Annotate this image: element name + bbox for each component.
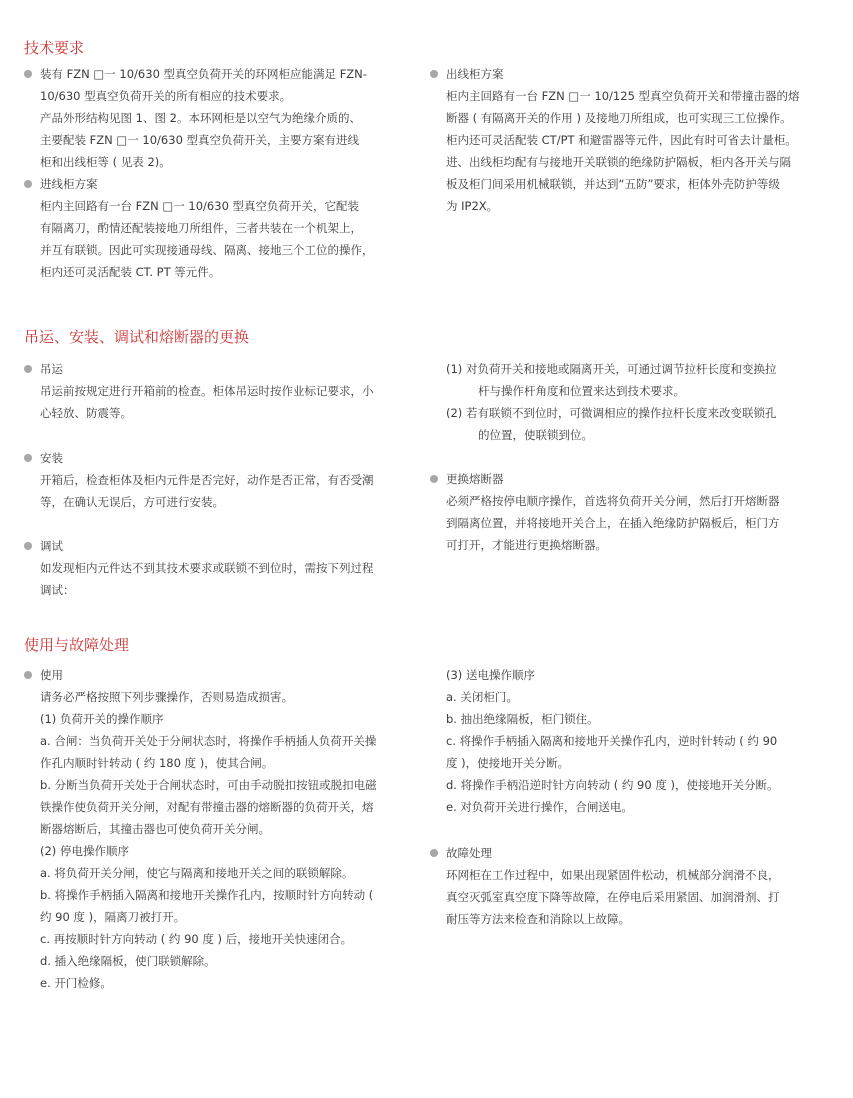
body-line: 真空灭弧室真空度下降等故障，在停电后采用紧固、加润滑剂、打: [446, 890, 780, 904]
bullet-dot-icon: [24, 365, 32, 373]
body-line: 作孔内顺时针转动 ( 约 180 度 )，使其合闸。: [40, 756, 274, 770]
body-line: (2) 停电操作顺序: [40, 844, 129, 858]
section-heading-transport-install: 吊运、安装、调试和熔断器的更换: [24, 328, 250, 346]
body-line: 产品外形结构见图 1、图 2。本环网柜是以空气为绝缘介质的、: [40, 111, 361, 125]
commissioning-steps: [430, 358, 776, 446]
body-line: e. 对负荷开关进行操作，合闸送电。: [446, 800, 633, 814]
bullet-dot-icon: [24, 70, 32, 78]
body-line: 板及柜门间采用机械联锁，并达到“五防”要求，柜体外壳防护等级: [446, 177, 780, 191]
body-line: a. 合闸：当负荷开关处于分闸状态时，将操作手柄插人负荷开关操: [40, 734, 377, 748]
body-line: 进、出线柜均配有与接地开关联锁的绝缘防护隔板，柜内各开关与隔: [446, 155, 791, 169]
body-line: a. 将负荷开关分闸，使它与隔离和接地开关之间的联锁解除。: [40, 866, 354, 880]
body-line: 铁操作使负荷开关分闸，对配有带撞击器的熔断器的负荷开关，熔: [40, 800, 374, 814]
bullet-block-lifting: [24, 358, 374, 424]
bullet-block-commissioning: [24, 535, 374, 601]
body-line: 开箱后，检查柜体及柜内元件是否完好，动作是否正常，有否受潮: [40, 473, 374, 487]
bullet-title: 使用: [24, 664, 377, 686]
body-line: (2) 若有联锁不到位时，可微调相应的操作拉杆长度来改变联锁孔: [446, 406, 777, 420]
body-line: e. 开门检修。: [40, 976, 112, 990]
body-line: d. 将操作手柄沿逆时针方向转动 ( 约 90 度 )，使接地开关分断。: [446, 778, 779, 792]
section-heading-tech-requirements: 技术要求: [24, 39, 85, 57]
body-line: 柜内主回路有一台 FZN □一 10/630 型真空负荷开关，它配装: [40, 199, 360, 213]
body-line: 柜内还可灵活配装 CT/PT 和避雷器等元件，因此有时可省去计量柜。: [446, 133, 797, 147]
bullet-title: 更换熔断器: [430, 468, 780, 490]
body-line: 环网柜在工作过程中，如果出现紧固件松动，机械部分润滑不良，: [446, 868, 780, 882]
bullet-dot-icon: [24, 542, 32, 550]
body-line: b. 抽出绝缘隔板，柜门锁住。: [446, 712, 599, 726]
body-line: 断器熔断后，其撞击器也可使负荷开关分闸。: [40, 822, 270, 836]
bullet-block-requirements: [24, 63, 367, 173]
bullet-dot-icon: [430, 70, 438, 78]
bullet-dot-icon: [430, 475, 438, 483]
body-line: 等，在确认无误后，方可进行安装。: [40, 495, 224, 509]
bullet-title: 装有 FZN □一 10/630 型真空负荷开关的环网柜应能满足 FZN-: [24, 63, 367, 85]
body-line: 吊运前按规定进行开箱前的检查。柜体吊运时按作业标记要求，小: [40, 384, 374, 398]
bullet-dot-icon: [24, 180, 32, 188]
body-line: 有隔离刀，酌情还配装接地刀所组件，三者共装在一个机架上，: [40, 221, 362, 235]
body-line: 柜和出线柜等 ( 见表 2)。: [40, 155, 171, 169]
bullet-block-fuse-replacement: [430, 468, 780, 556]
bullet-block-troubleshooting: [430, 842, 780, 930]
body-line: 断器 ( 有隔离开关的作用 ) 及接地刀所组成，也可实现三工位操作。: [446, 111, 792, 125]
body-line: 10/630 型真空负荷开关的所有相应的技术要求。: [40, 89, 292, 103]
power-on-sequence: [430, 664, 779, 818]
body-line: c. 将操作手柄插入隔离和接地开关操作孔内，逆时针转动 ( 约 90: [446, 734, 778, 748]
body-line: 耐压等方法来检查和消除以上故障。: [446, 912, 630, 926]
body-line: (1) 负荷开关的操作顺序: [40, 712, 164, 726]
body-line: 请务必严格按照下列步骤操作，否则易造成损害。: [40, 690, 293, 704]
body-line: b. 将操作手柄插入隔离和接地开关操作孔内，按顺时针方向转动 (: [40, 888, 374, 902]
body-line: 杆与操作杆角度和位置来达到技术要求。: [478, 384, 685, 398]
body-line: 度 )，使接地开关分断。: [446, 756, 570, 770]
body-line: (3) 送电操作顺序: [446, 668, 535, 682]
body-line: 到隔离位置，并将接地开关合上，在插入绝缘防护隔板后，柜门方: [446, 516, 780, 530]
bullet-title: 故障处理: [430, 842, 780, 864]
bullet-block-usage: [24, 664, 377, 994]
bullet-title: 进线柜方案: [24, 173, 374, 195]
bullet-title: 吊运: [24, 358, 374, 380]
bullet-title: 调试: [24, 535, 374, 557]
bullet-dot-icon: [430, 849, 438, 857]
body-line: 柜内主回路有一台 FZN □一 10/125 型真空负荷开关和带撞击器的熔: [446, 89, 800, 103]
bullet-dot-icon: [24, 454, 32, 462]
bullet-title: 安装: [24, 447, 374, 469]
body-line: 心轻放、防震等。: [40, 406, 132, 420]
body-line: 如发现柜内元件达不到其技术要求或联锁不到位时，需按下列过程: [40, 561, 374, 575]
bullet-block-installation: [24, 447, 374, 513]
bullet-block-outgoing-cabinet: [430, 63, 800, 217]
bullet-block-incoming-cabinet: [24, 173, 374, 283]
body-line: b. 分断当负荷开关处于合闸状态时，可由手动脱扣按钮或脱扣电磁: [40, 778, 377, 792]
body-line: 为 IP2X。: [446, 199, 499, 213]
body-line: 的位置，使联锁到位。: [478, 428, 593, 442]
body-line: 调试：: [40, 583, 75, 597]
body-line: 并互有联锁。因此可实现接通母线、隔离、接地三个工位的操作，: [40, 243, 374, 257]
section-heading-usage-troubleshooting: 使用与故障处理: [24, 636, 130, 654]
body-line: a. 关闭柜门。: [446, 690, 518, 704]
body-line: d. 插入绝缘隔板，使门联锁解除。: [40, 954, 216, 968]
body-line: 约 90 度 )，隔离刀被打开。: [40, 910, 186, 924]
body-line: c. 再按顺时针方向转动 ( 约 90 度 ) 后，接地开关快速闭合。: [40, 932, 353, 946]
bullet-title: 出线柜方案: [430, 63, 800, 85]
body-line: 主要配装 FZN □一 10/630 型真空负荷开关，主要方案有进线: [40, 133, 360, 147]
body-line: (1) 对负荷开关和接地或隔离开关，可通过调节拉杆长度和变换拉: [446, 362, 777, 376]
body-line: 必须严格按停电顺序操作，首选将负荷开关分闸，然后打开熔断器: [446, 494, 780, 508]
body-line: 柜内还可灵活配装 CT. PT 等元件。: [40, 265, 221, 279]
bullet-dot-icon: [24, 671, 32, 679]
body-line: 可打开，才能进行更换熔断器。: [446, 538, 607, 552]
